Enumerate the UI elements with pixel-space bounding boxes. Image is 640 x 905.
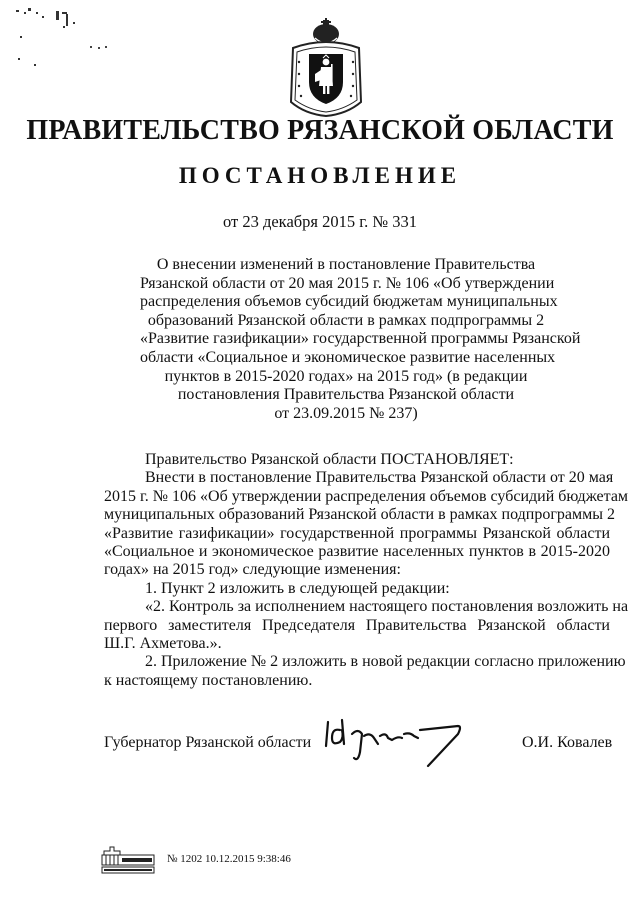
document-type: ПОСТАНОВЛЕНИЕ <box>178 163 462 188</box>
body-line: годах» на 2015 год» следующие изменения: <box>104 561 401 579</box>
body-line-item-2: 2. Приложение № 2 изложить в новой редакции согласно приложению <box>145 653 626 671</box>
subject-line: «Развитие газификации» государственной программы Рязанской <box>140 330 581 348</box>
subject-line: от 23.09.2015 № 237) <box>274 404 418 422</box>
coat-of-arms-emblem <box>287 18 365 118</box>
government-title: ПРАВИТЕЛЬСТВО РЯЗАНСКОЙ ОБЛАСТИ <box>26 115 614 146</box>
document-subject <box>140 256 581 423</box>
body-line-quote: «2. Контроль за исполнением настоящего постановления возложить на <box>145 598 629 616</box>
signatory-position: Губернатор Рязанской области <box>104 734 312 751</box>
handwritten-signature <box>318 708 468 770</box>
scan-artifacts-dots <box>90 44 110 54</box>
subject-line: Рязанской области от 20 мая 2015 г. № 106 «Об утверждении <box>140 274 555 292</box>
body-line: муниципальных образований Рязанской области в рамках подпрограммы 2 <box>104 506 615 524</box>
body-line: 2015 г. № 106 «Об утверждении распределения объемов субсидий бюджетам <box>104 487 629 505</box>
subject-line: области «Социальное и экономическое развитие населенных <box>140 348 556 366</box>
subject-line: образований Рязанской области в рамках подпрограммы 2 <box>147 311 545 329</box>
subject-line: пунктов в 2015-2020 годах» на 2015 год» (в редакции <box>164 367 528 385</box>
body-line: к настоящему постановлению. <box>104 671 313 689</box>
subject-line: О внесении изменений в постановление Правительства <box>156 256 536 273</box>
document-body <box>104 451 629 690</box>
government-stamp-logo <box>100 843 156 875</box>
body-line: «Развитие газификации» государственной программы Рязанской области <box>104 524 610 542</box>
subject-line: распределения объемов субсидий бюджетам муниципальных <box>140 293 558 311</box>
body-line-item-1: 1. Пункт 2 изложить в следующей редакции: <box>145 579 450 597</box>
document-date-number: от 23 декабря 2015 г. № 331 <box>222 212 418 231</box>
registration-number: № 1202 10.12.2015 9:38:46 <box>167 853 291 865</box>
body-line-preamble: Правительство Рязанской области ПОСТАНОВЛЯЕТ: <box>145 451 514 468</box>
signatory-name: О.И. Ковалев <box>522 734 613 751</box>
body-line-quote: Ш.Г. Ахметова.». <box>104 634 222 652</box>
body-line: «Социальное и экономическое развитие населенных пунктов в 2015-2020 <box>104 542 610 560</box>
body-line: Внести в постановление Правительства Рязанской области от 20 мая <box>145 469 614 487</box>
scan-artifacts <box>16 6 86 76</box>
body-line-quote: первого заместителя Председателя Правительства Рязанской области <box>104 616 610 634</box>
subject-line: постановления Правительства Рязанской области <box>177 386 515 404</box>
